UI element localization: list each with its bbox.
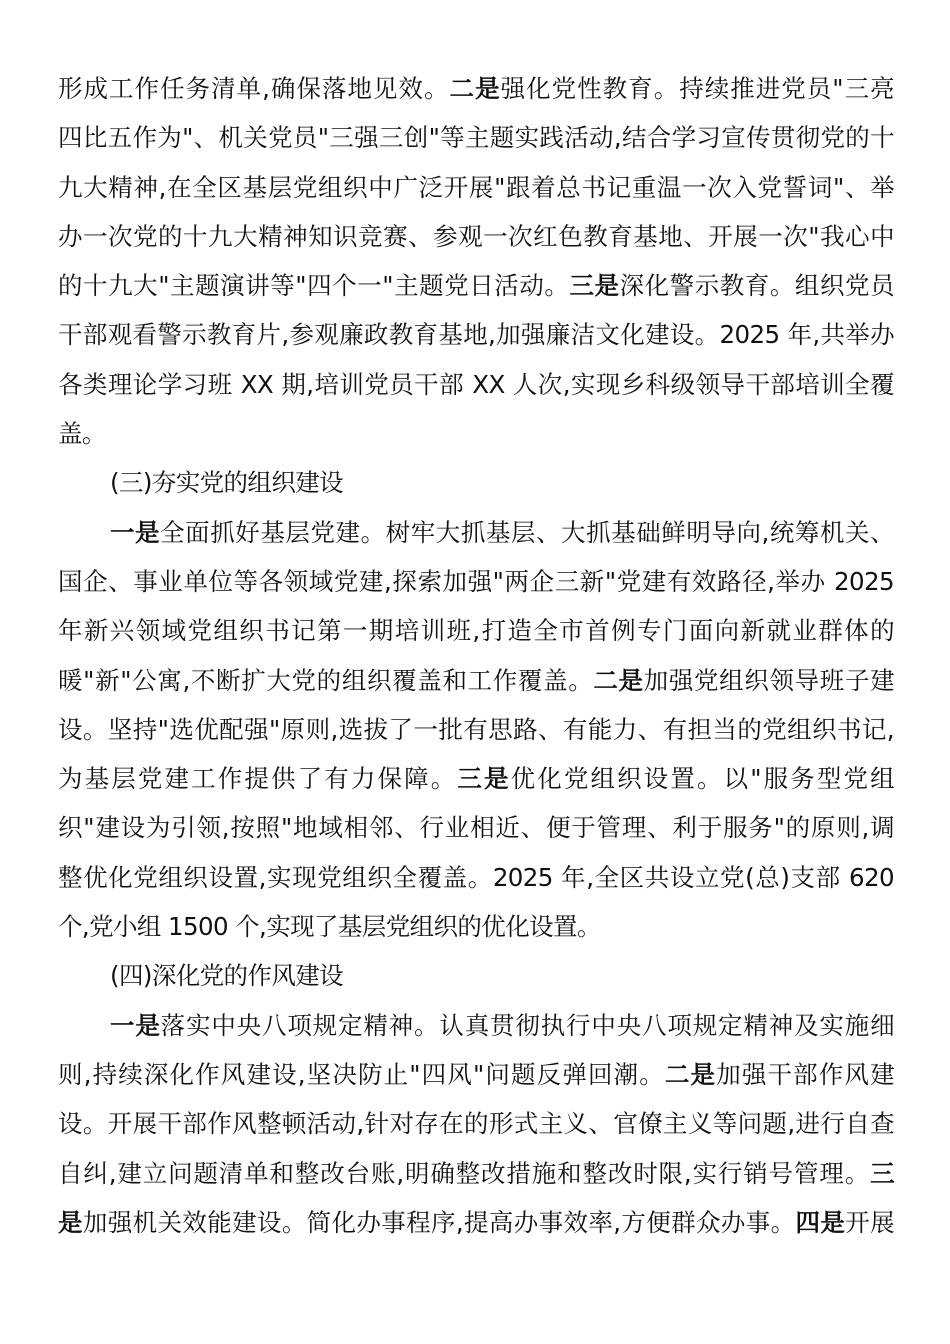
text-run: 设。开展干部作风整顿活动,针对存在的形式主义、官僚主义等问题,进行自查: [58, 1109, 894, 1139]
text-run: 加强干部作风建: [716, 1059, 894, 1089]
text-run: 四比五作为"、机关党员"三强三创"等主题实践活动,结合学习宣传贯彻党的十: [58, 123, 894, 153]
paragraph-line: [58, 214, 894, 263]
section-heading: [58, 460, 894, 509]
paragraph-line: [58, 855, 894, 904]
text-run: 国企、事业单位等各领域党建,探索加强"两企三新"党建有效路径,举办 2025: [58, 566, 894, 596]
paragraph-line: [58, 411, 894, 460]
text-run: 个,党小组 1500 个,实现了基层党组织的优化设置。: [58, 912, 601, 942]
text-run: 强化党性教育。持续推进党员"三亮: [500, 74, 895, 103]
paragraph-line: [58, 165, 894, 214]
text-run: 暖"新"公寓,不断扩大党的组织覆盖和工作覆盖。: [58, 665, 594, 695]
text-run: 为基层党建工作提供了有力保障。: [58, 764, 458, 794]
paragraph-line: [58, 1200, 894, 1249]
paragraph-line: [58, 510, 894, 559]
text-run: 整优化党组织设置,实现党组织全覆盖。2025 年,全区共设立党(总)支部 620: [58, 862, 894, 892]
paragraph-line: [58, 805, 894, 854]
text-run: (四)深化党的作风建设: [110, 961, 344, 991]
text-run: 开展: [845, 1207, 895, 1237]
paragraph-line: [58, 312, 894, 361]
text-run: 全面抓好基层党建。树牢大抓基层、大抓基础鲜明导向,统筹机关、: [160, 517, 894, 547]
text-run: 九大精神,在全区基层党组织中广泛开展"跟着总书记重温一次入党誓词"、举: [58, 172, 894, 202]
text-run: 办一次党的十九大精神知识竞赛、参观一次红色教育基地、开展一次"我心中: [58, 221, 894, 251]
paragraph-line: [58, 1101, 894, 1150]
paragraph-line: [58, 263, 894, 312]
bold-enumerator: 一是: [110, 517, 161, 547]
paragraph-line: [58, 608, 894, 657]
paragraph-line: [58, 362, 894, 411]
paragraph-line: [58, 1003, 894, 1052]
text-run: 织"建设为引领,按照"地域相邻、行业相近、便于管理、利于服务"的原则,调: [58, 813, 894, 843]
bold-enumerator: 是: [58, 1207, 83, 1237]
document-page: [58, 66, 894, 1249]
bold-enumerator: 三是: [457, 764, 511, 794]
text-run: 加强党组织领导班子建: [643, 665, 894, 695]
paragraph-line: [58, 115, 894, 164]
paragraph-line: [58, 66, 894, 115]
text-run: 的十九大"主题演讲等"四个一"主题党日活动。: [58, 271, 570, 301]
text-run: 落实中央八项规定精神。认真贯彻执行中央八项规定精神及实施细: [160, 1010, 894, 1040]
text-run: 优化党组织设置。以"服务型党组: [510, 764, 894, 794]
paragraph-line: [58, 756, 894, 805]
bold-enumerator: 三: [870, 1158, 894, 1188]
text-run: 年新兴领域党组织书记第一期培训班,打造全市首例专门面向新就业群体的: [58, 616, 894, 646]
section-heading: [58, 953, 894, 1002]
paragraph-line: [58, 707, 894, 756]
text-run: 加强机关效能建设。简化办事程序,提高办事效率,方便群众办事。: [82, 1207, 796, 1237]
text-run: 干部观看警示教育片,参观廉政教育基地,加强廉洁文化建设。2025 年,共举办: [58, 320, 894, 350]
text-run: 自纠,建立问题清单和整改台账,明确整改措施和整改时限,实行销号管理。: [58, 1158, 871, 1188]
paragraph-line: [58, 658, 894, 707]
text-run: 设。坚持"选优配强"原则,选拔了一批有思路、有能力、有担当的党组织书记,: [58, 714, 894, 744]
text-run: 则,持续深化作风建设,坚决防止"四风"问题反弹回潮。: [58, 1059, 665, 1089]
text-run: 深化警示教育。组织党员: [619, 271, 894, 301]
bold-enumerator: 一是: [110, 1010, 161, 1040]
paragraph-line: [58, 1151, 894, 1200]
bold-enumerator: 二是: [449, 74, 501, 103]
paragraph-line: [58, 1052, 894, 1101]
paragraph-line: [58, 559, 894, 608]
text-run: 各类理论学习班 XX 期,培训党员干部 XX 人次,实现乡科级领导干部培训全覆: [58, 369, 894, 399]
bold-enumerator: 二是: [664, 1059, 717, 1089]
bold-enumerator: 二是: [593, 665, 644, 695]
bold-enumerator: 三是: [569, 271, 620, 301]
paragraph-line: [58, 904, 894, 953]
text-run: 盖。: [58, 419, 106, 449]
bold-enumerator: 四是: [795, 1207, 846, 1237]
text-run: (三)夯实党的组织建设: [110, 468, 344, 498]
text-run: 形成工作任务清单,确保落地见效。: [58, 74, 450, 103]
